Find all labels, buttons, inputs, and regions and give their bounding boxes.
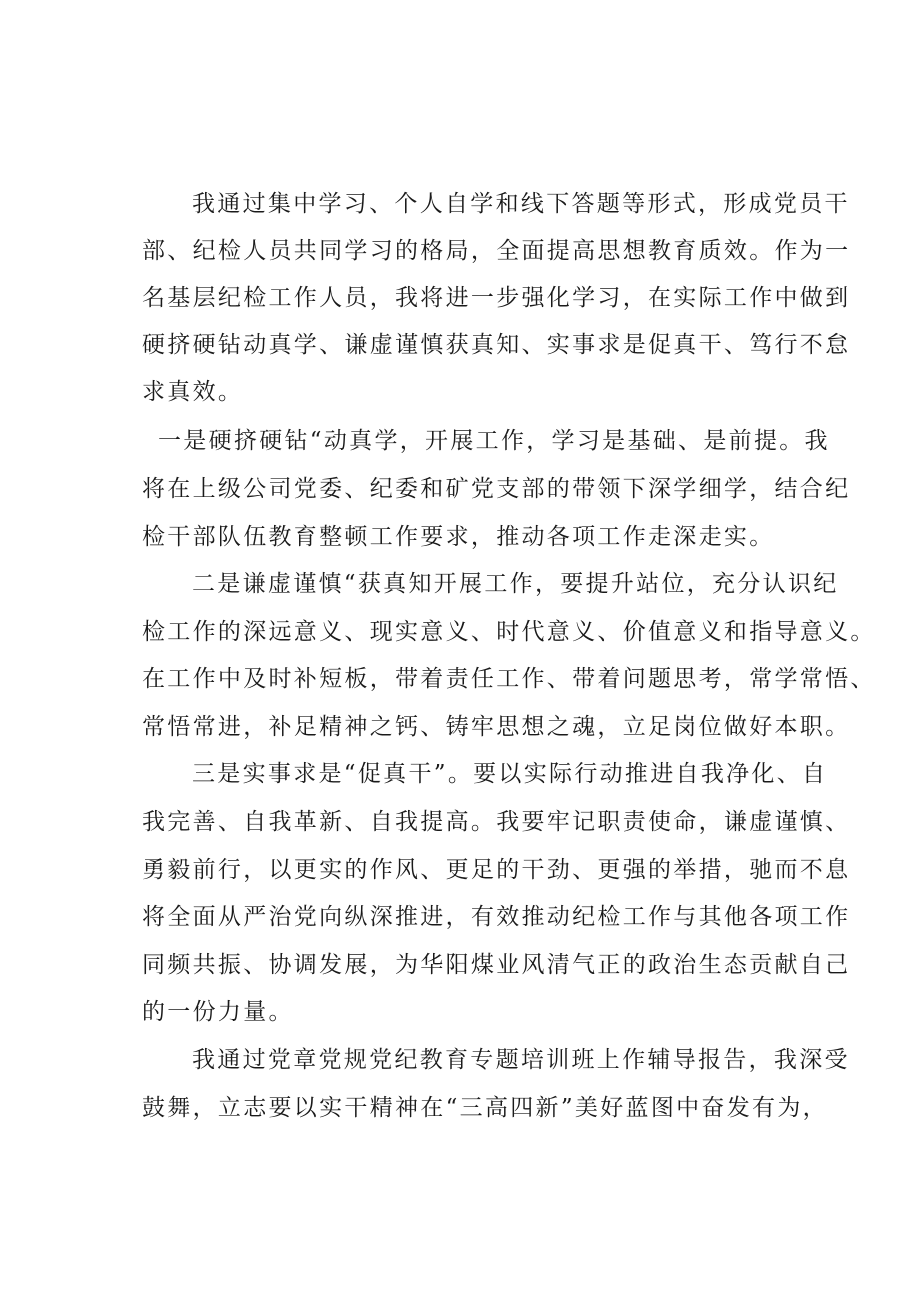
- paragraph-4-line-6: 的一份力量。: [142, 999, 294, 1025]
- paragraph-2-line-1: 一是硬挤硬钻“动真学，开展工作，学习是基础、是前提。我: [158, 428, 830, 454]
- paragraph-3-line-2: 检工作的深远意义、现实意义、时代意义、价值意义和指导意义。: [142, 619, 876, 645]
- paragraph-4-line-2: 我完善、自我革新、自我提高。我要牢记职责使命，谦虚谨慎、: [142, 809, 851, 835]
- paragraph-5-line-2: 鼓舞，立志要以实干精神在“三高四新”美好蓝图中奋发有为，: [142, 1095, 828, 1121]
- paragraph-1-line-4: 硬挤硬钻动真学、谦虚谨慎获真知、实事求是促真干、笃行不怠: [142, 332, 851, 358]
- paragraph-1-line-5: 求真效。: [142, 379, 244, 405]
- paragraph-4-line-1: 三是实事求是“促真干”。要以实际行动推进自我净化、自: [192, 761, 828, 787]
- paragraph-2-line-3: 检干部队伍教育整顿工作要求，推动各项工作走深走实。: [142, 524, 775, 550]
- paragraph-2-line-2: 将在上级公司党委、纪委和矿党支部的带领下深学细学，结合纪: [142, 476, 851, 502]
- paragraph-3-line-4: 常悟常进，补足精神之钙、铸牢思想之魂，立足岗位做好本职。: [142, 714, 851, 740]
- paragraph-1-line-3: 名基层纪检工作人员，我将进一步强化学习，在实际工作中做到: [142, 285, 851, 311]
- paragraph-5-line-1: 我通过党章党规党纪教育专题培训班上作辅导报告，我深受: [192, 1047, 850, 1073]
- paragraph-3-line-1: 二是谦虚谨慎“获真知开展工作，要提升站位，充分认识纪: [192, 571, 839, 597]
- paragraph-3-line-3: 在工作中及时补短板，带着责任工作、带着问题思考，常学常悟、: [142, 666, 876, 692]
- paragraph-1-line-1: 我通过集中学习、个人自学和线下答题等形式，形成党员干: [192, 191, 850, 217]
- paragraph-4-line-3: 勇毅前行，以更实的作风、更足的干劲、更强的举措，驰而不息: [142, 857, 851, 883]
- paragraph-4-line-5: 同频共振、协调发展，为华阳煤业风清气正的政治生态贡献自己: [142, 952, 851, 978]
- paragraph-4-line-4: 将全面从严治党向纵深推进，有效推动纪检工作与其他各项工作: [142, 904, 851, 930]
- paragraph-1-line-2: 部、纪检人员共同学习的格局，全面提高思想教育质效。作为一: [142, 238, 851, 264]
